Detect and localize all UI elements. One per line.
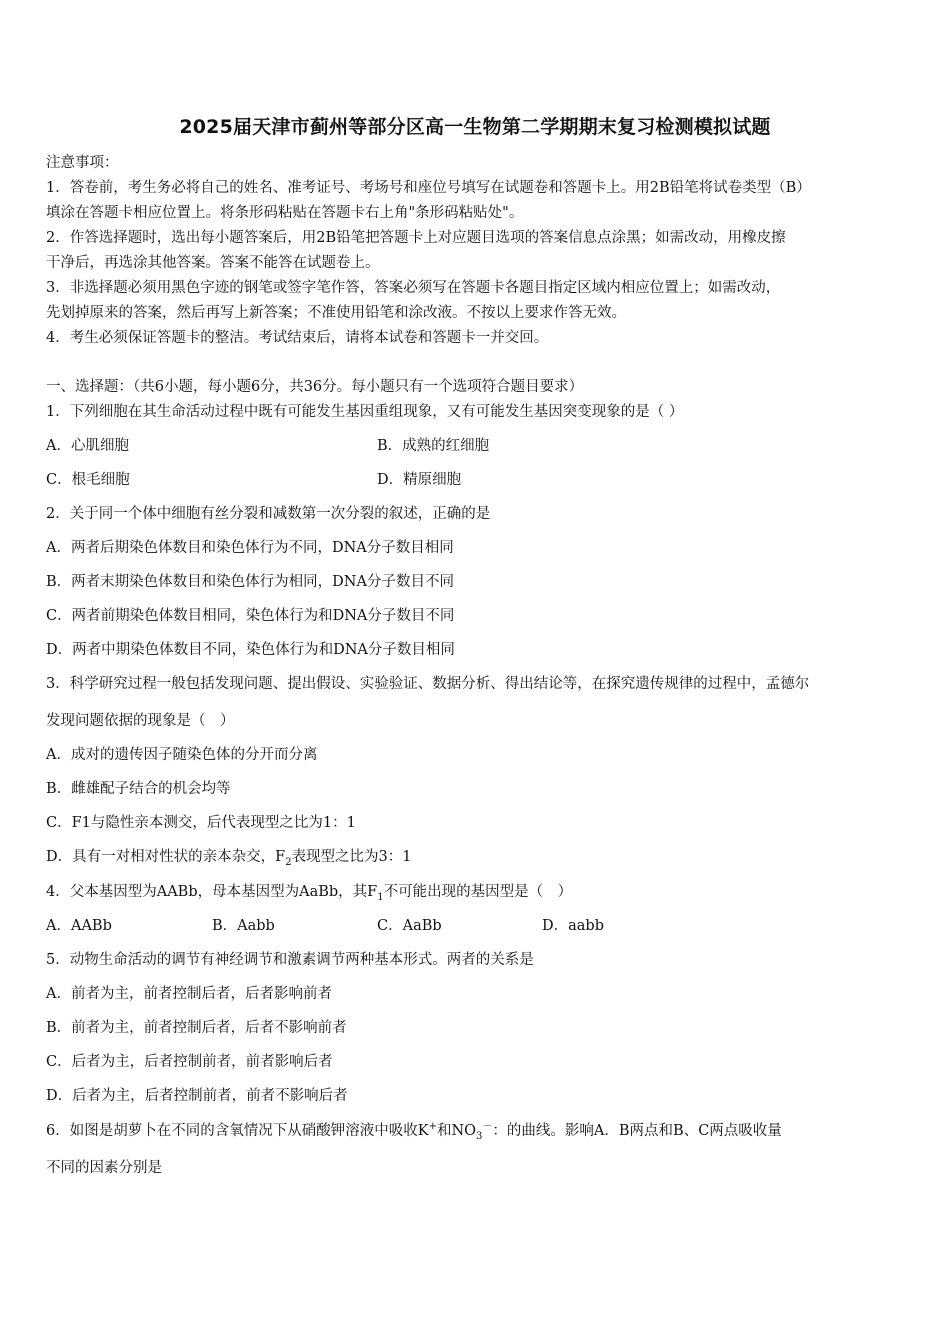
q4-stem: 4．父本基因型为AABb，母本基因型为AaBb，其$F_1$不可能出现的基因型是（ ） [46,884,573,903]
page-title: 2025届天津市蓟州等部分区高一生物第二学期期末复习检测模拟试题 [179,116,771,138]
notice-line-7: 4．考生必须保证答题卡的整洁。考试结束后，请将本试卷和答题卡一并交回。 [46,330,549,346]
q4-option-a: A．AABb [46,918,112,934]
notice-line-2: 填涂在答题卡相应位置上。将条形码粘贴在答题卡右上角"条形码粘贴处"。 [46,205,524,221]
q6-stem-line-1: 6．如图是胡萝卜在不同的含氧情况下从硝酸钾溶液中吸收K+和$NO_3^-$：的曲线。影响A．B两点和B、C两点吸收量 [46,1121,782,1142]
q3-stem-line-1: 3．科学研究过程一般包括发现问题、提出假设、实验验证、数据分析、得出结论等，在探究遗传规律的过程中，孟德尔 [46,676,810,692]
q3-option-a: A．成对的遗传因子随染色体的分开而分离 [46,747,318,763]
notice-line-4: 干净后，再选涂其他答案。答案不能答在试题卷上。 [46,255,380,271]
notice-line-3: 2．作答选择题时，选出每小题答案后，用2B铅笔把答题卡上对应题目选项的答案信息点涂黑；如需改动，用橡皮擦 [46,230,786,246]
notice-line-1: 1．答卷前，考生务必将自己的姓名、准考证号、考场号和座位号填写在试题卷和答题卡上。用2B铅笔将试卷类型（B） [46,180,811,196]
q1-option-c: C．根毛细胞 [46,472,130,488]
q3-option-b: B．雌雄配子结合的机会均等 [46,781,231,797]
section-heading: 一、选择题：（共6小题，每小题6分，共36分。每小题只有一个选项符合题目要求） [46,379,584,395]
q3-option-d: D．具有一对相对性状的亲本杂交，$F_2$表现型之比为3：1 [46,849,412,868]
q2-stem: 2．关于同一个体中细胞有丝分裂和减数第一次分裂的叙述，正确的是 [46,506,491,522]
q5-option-a: A．前者为主，前者控制后者，后者影响前者 [46,986,332,1002]
q1-stem: 1．下列细胞在其生命活动过程中既有可能发生基因重组现象，又有可能发生基因突变现象的是（ ） [46,404,684,420]
q1-option-d: D．精原细胞 [377,472,462,488]
q2-option-c: C．两者前期染色体数目相同，染色体行为和DNA分子数目不同 [46,608,455,624]
q1-option-a: A．心肌细胞 [46,438,129,454]
q4-option-b: B．Aabb [212,918,275,934]
q5-option-d: D．后者为主，后者控制前者，前者不影响后者 [46,1088,348,1104]
q5-option-b: B．前者为主，前者控制后者，后者不影响前者 [46,1020,347,1036]
q5-option-c: C．后者为主，后者控制前者，前者影响后者 [46,1054,333,1070]
notice-heading: 注意事项： [46,155,119,171]
q4-option-d: D．aabb [542,918,604,934]
q4-option-c: C．AaBb [377,918,442,934]
q6-stem-line-2: 不同的因素分别是 [46,1160,162,1176]
q3-stem-line-2: 发现问题依据的现象是（ ） [46,713,235,729]
notice-line-6: 先划掉原来的答案，然后再写上新答案；不准使用铅笔和涂改液。不按以上要求作答无效。 [46,305,626,321]
q2-option-b: B．两者末期染色体数目和染色体行为相同，DNA分子数目不同 [46,574,454,590]
q3-option-c: C．F1与隐性亲本测交，后代表现型之比为1：1 [46,815,356,831]
notice-line-5: 3．非选择题必须用黑色字迹的钢笔或签字笔作答，答案必须写在答题卡各题目指定区域内相应位置上；如需改动， [46,280,781,296]
q2-option-d: D．两者中期染色体数目不同，染色体行为和DNA分子数目相同 [46,642,455,658]
q5-stem: 5．动物生命活动的调节有神经调节和激素调节两种基本形式。两者的关系是 [46,952,534,968]
q2-option-a: A．两者后期染色体数目和染色体行为不同，DNA分子数目相同 [46,540,454,556]
q1-option-b: B．成熟的红细胞 [377,438,490,454]
